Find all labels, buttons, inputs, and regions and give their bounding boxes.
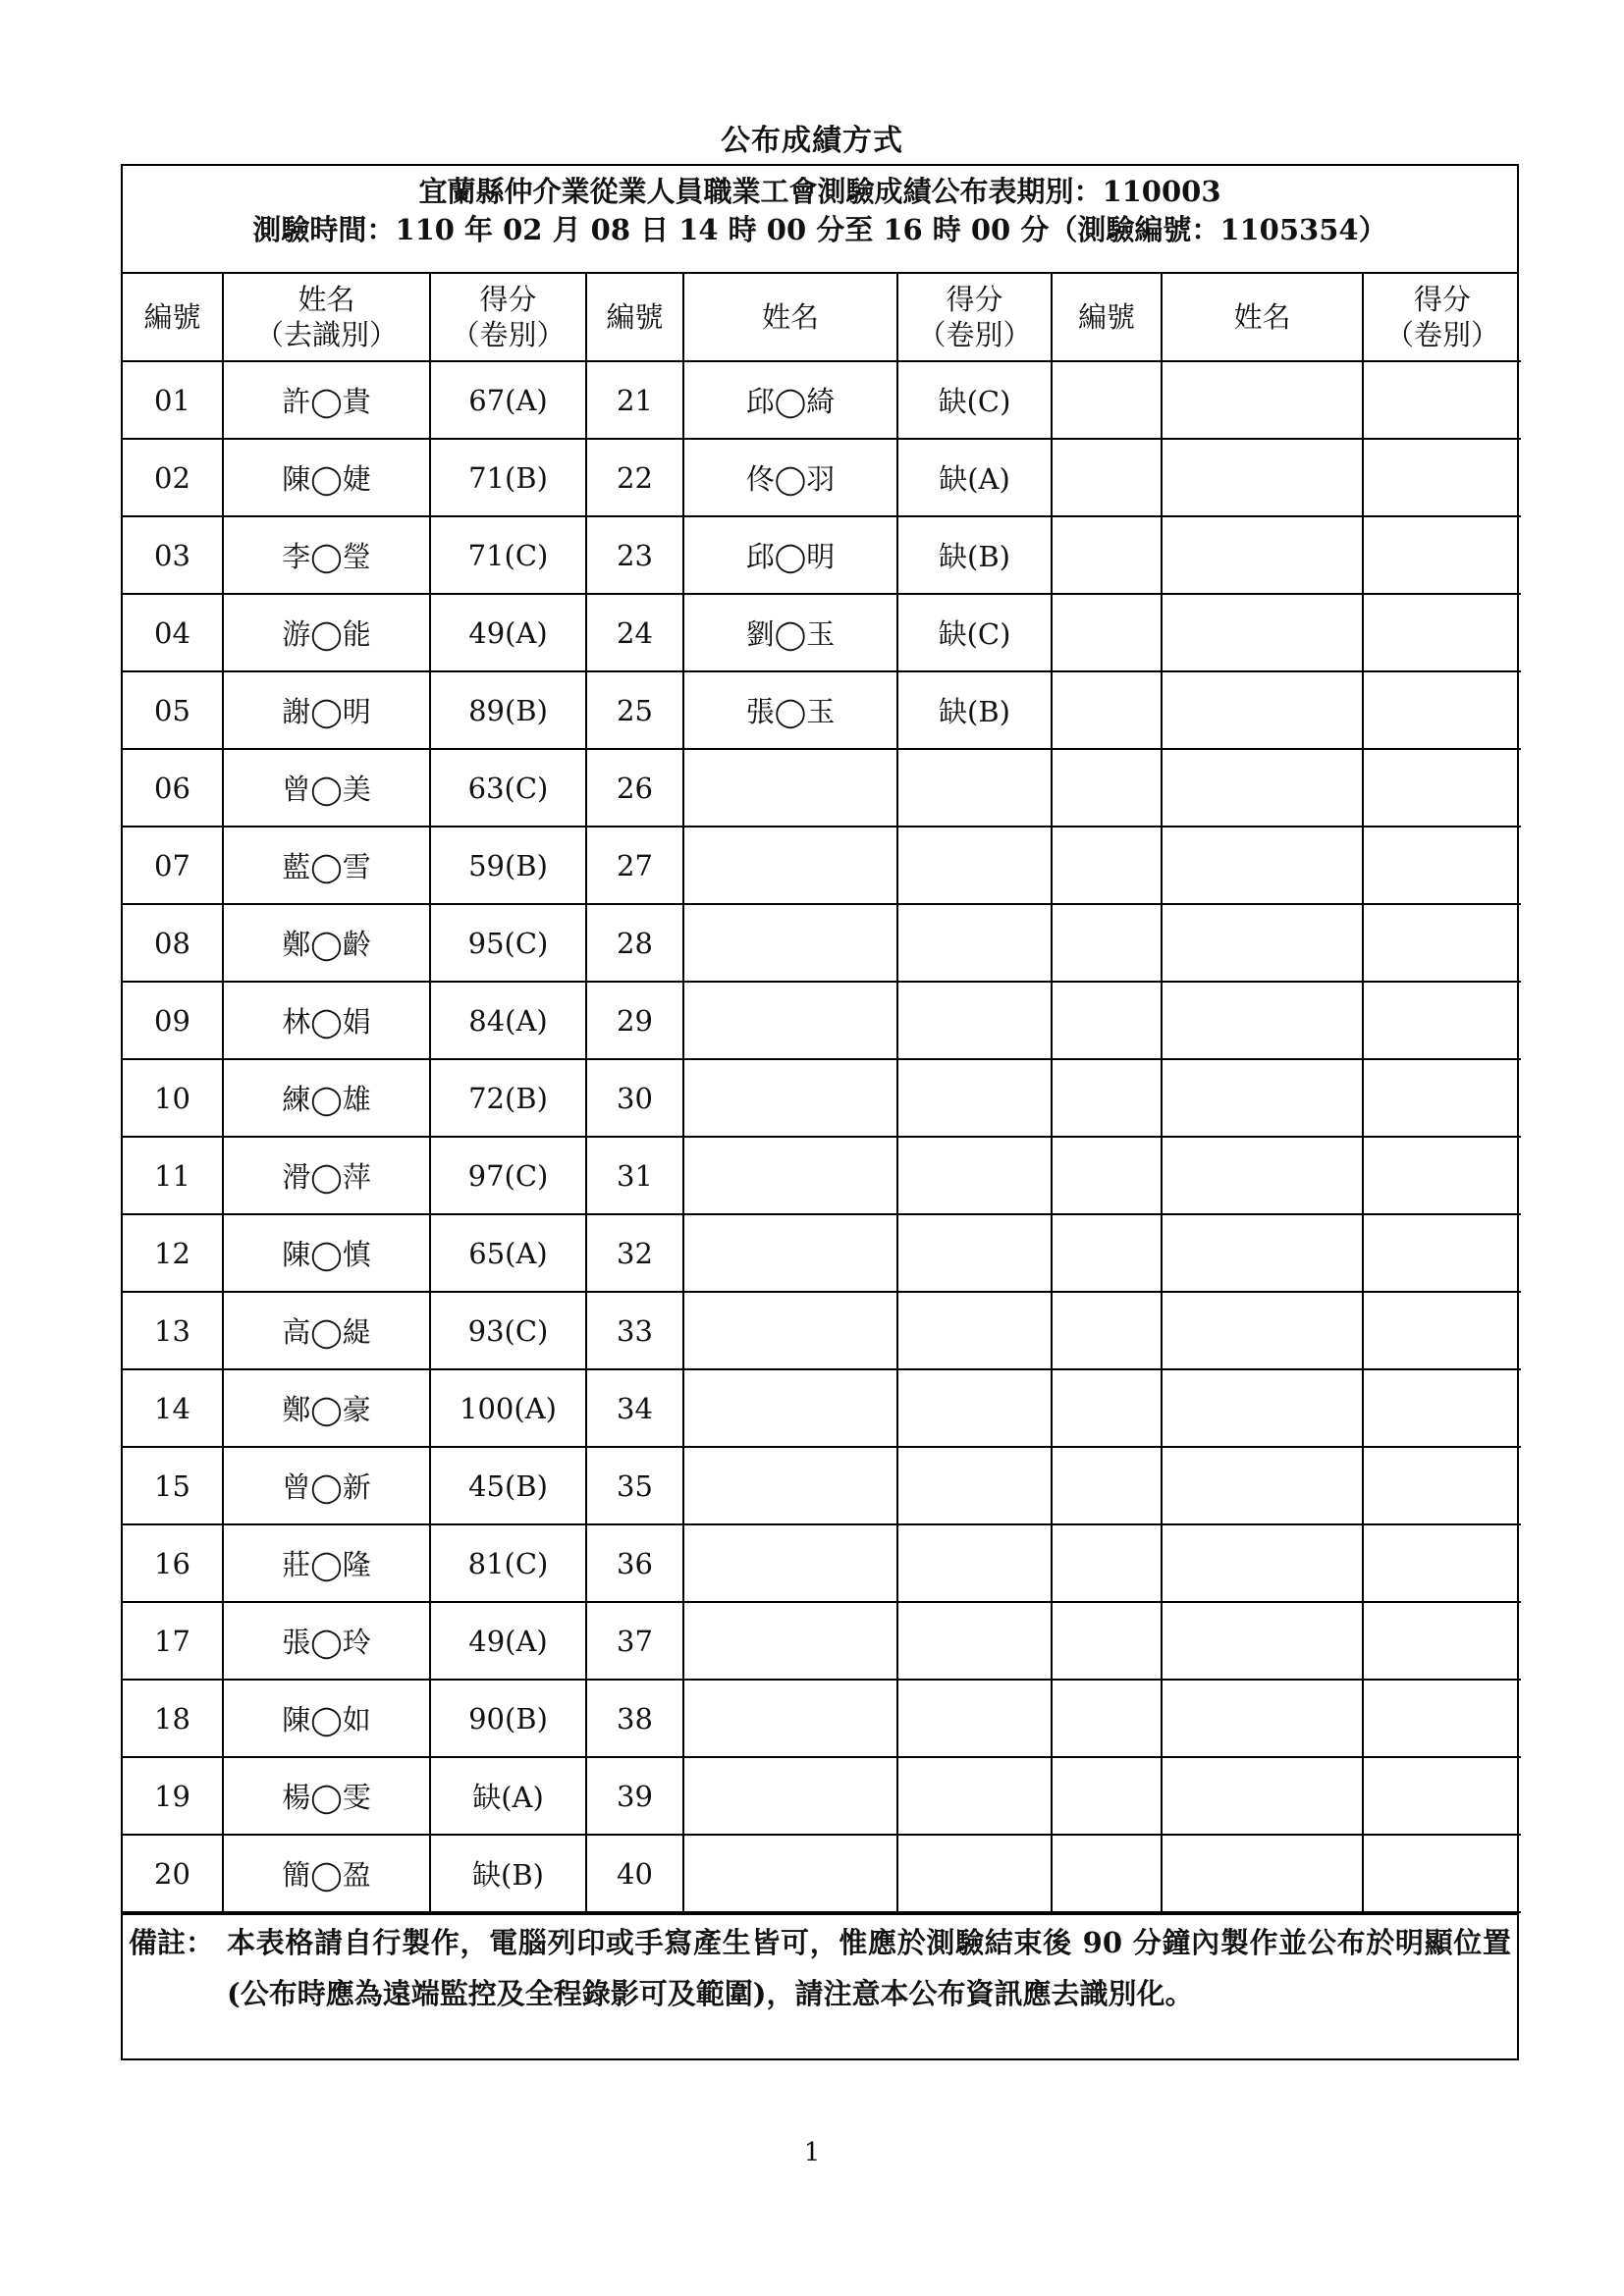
- table-cell: 林◯娟: [223, 982, 430, 1059]
- table-cell: [1162, 594, 1363, 671]
- table-cell: [897, 1292, 1052, 1369]
- column-header: [223, 274, 430, 361]
- table-cell: 陳◯如: [223, 1680, 430, 1757]
- table-cell: 71(B): [430, 439, 586, 516]
- table-cell: 張◯玲: [223, 1602, 430, 1680]
- table-cell: [897, 1137, 1052, 1214]
- table-cell: [1162, 1524, 1363, 1602]
- table-cell: [1162, 1757, 1363, 1835]
- table-cell: [1363, 904, 1521, 982]
- table-cell: 59(B): [430, 827, 586, 904]
- table-cell: [1363, 594, 1521, 671]
- table-row: [123, 439, 1521, 516]
- table-cell: [1363, 361, 1521, 439]
- table-cell: 35: [586, 1447, 683, 1524]
- table-cell: [683, 982, 897, 1059]
- table-cell: [1162, 361, 1363, 439]
- table-row: [123, 1447, 1521, 1524]
- column-header-label: 姓名: [1233, 300, 1291, 334]
- table-cell: 72(B): [430, 1059, 586, 1137]
- table-cell: 25: [586, 671, 683, 749]
- table-row: [123, 1214, 1521, 1292]
- table-cell: 30: [586, 1059, 683, 1137]
- table-cell: 23: [586, 516, 683, 594]
- column-header: [586, 274, 683, 361]
- table-cell: [1052, 749, 1162, 827]
- table-cell: [1162, 1059, 1363, 1137]
- table-cell: 11: [123, 1137, 223, 1214]
- table-cell: 100(A): [430, 1369, 586, 1447]
- table-cell: [1363, 516, 1521, 594]
- table-cell: [1052, 1369, 1162, 1447]
- table-cell: [897, 1680, 1052, 1757]
- table-cell: 09: [123, 982, 223, 1059]
- column-header: [1162, 274, 1363, 361]
- table-cell: [1162, 516, 1363, 594]
- table-cell: [1363, 1214, 1521, 1292]
- table-cell: 39: [586, 1757, 683, 1835]
- table-cell: 佟◯羽: [683, 439, 897, 516]
- table-cell: 陳◯婕: [223, 439, 430, 516]
- table-cell: 24: [586, 594, 683, 671]
- table-cell: 張◯玉: [683, 671, 897, 749]
- table-row: [123, 1602, 1521, 1680]
- table-cell: [683, 1524, 897, 1602]
- remarks-text: 本表格請自行製作，電腦列印或手寫產生皆可，惟應於測驗結束後 90 分鐘內製作並公布於明顯位置(公布時應為遠端監控及全程錄影可及範圍)，請注意本公布資訊應去識別化。: [227, 1926, 1511, 2010]
- table-cell: 05: [123, 671, 223, 749]
- table-cell: [1052, 1680, 1162, 1757]
- column-header: [683, 274, 897, 361]
- table-cell: [1052, 516, 1162, 594]
- table-cell: 16: [123, 1524, 223, 1602]
- table-cell: [1162, 1602, 1363, 1680]
- table-cell: [1052, 439, 1162, 516]
- table-row: [123, 904, 1521, 982]
- column-header-label: 得分: [479, 283, 537, 316]
- table-cell: [683, 1214, 897, 1292]
- table-cell: 84(A): [430, 982, 586, 1059]
- table-cell: [897, 1059, 1052, 1137]
- table-cell: [1162, 904, 1363, 982]
- table-cell: 邱◯綺: [683, 361, 897, 439]
- table-cell: [1162, 1137, 1363, 1214]
- table-cell: [897, 749, 1052, 827]
- table-cell: 45(B): [430, 1447, 586, 1524]
- table-cell: [1363, 1524, 1521, 1602]
- table-cell: 03: [123, 516, 223, 594]
- table-cell: [1162, 1680, 1363, 1757]
- table-cell: [1162, 1447, 1363, 1524]
- table-cell: [1052, 1059, 1162, 1137]
- table-cell: 莊◯隆: [223, 1524, 430, 1602]
- table-cell: [683, 1757, 897, 1835]
- table-cell: [1162, 827, 1363, 904]
- table-cell: 01: [123, 361, 223, 439]
- table-cell: [1052, 1602, 1162, 1680]
- table-cell: [897, 1524, 1052, 1602]
- table-cell: [1363, 1757, 1521, 1835]
- table-cell: 鄭◯齡: [223, 904, 430, 982]
- column-header: [430, 274, 586, 361]
- table-cell: 28: [586, 904, 683, 982]
- column-header: [1363, 274, 1521, 361]
- table-cell: 練◯雄: [223, 1059, 430, 1137]
- table-cell: [1363, 1292, 1521, 1369]
- table-cell: 15: [123, 1447, 223, 1524]
- exam-time: 測驗時間：110 年 02 月 08 日 14 時 00 分至 16 時 00 分（測驗編號：1105354）: [252, 213, 1387, 246]
- column-header: [123, 274, 223, 361]
- table-header-row: [123, 274, 1521, 361]
- table-cell: [897, 827, 1052, 904]
- table-cell: 90(B): [430, 1680, 586, 1757]
- table-cell: [1363, 1137, 1521, 1214]
- table-cell: 31: [586, 1137, 683, 1214]
- table-cell: [1363, 1059, 1521, 1137]
- table-cell: 10: [123, 1059, 223, 1137]
- table-cell: [1162, 982, 1363, 1059]
- table-cell: [1363, 1447, 1521, 1524]
- table-row: [123, 1524, 1521, 1602]
- table-cell: 36: [586, 1524, 683, 1602]
- table-cell: [897, 1214, 1052, 1292]
- table-cell: 29: [586, 982, 683, 1059]
- score-table: [123, 274, 1521, 1913]
- table-cell: 高◯緹: [223, 1292, 430, 1369]
- page-number: 1: [803, 2138, 821, 2167]
- table-cell: 49(A): [430, 1602, 586, 1680]
- table-cell: 缺(C): [897, 594, 1052, 671]
- table-cell: 07: [123, 827, 223, 904]
- table-cell: 曾◯新: [223, 1447, 430, 1524]
- table-cell: [1052, 594, 1162, 671]
- table-cell: [683, 1292, 897, 1369]
- table-cell: 26: [586, 749, 683, 827]
- table-cell: [683, 1137, 897, 1214]
- table-cell: [897, 904, 1052, 982]
- table-cell: [1052, 1524, 1162, 1602]
- table-cell: 65(A): [430, 1214, 586, 1292]
- table-cell: 81(C): [430, 1524, 586, 1602]
- table-cell: 17: [123, 1602, 223, 1680]
- table-cell: [1162, 1214, 1363, 1292]
- table-cell: [1363, 827, 1521, 904]
- table-row: [123, 1059, 1521, 1137]
- table-cell: 簡◯盈: [223, 1835, 430, 1912]
- table-cell: 謝◯明: [223, 671, 430, 749]
- table-cell: [1363, 1680, 1521, 1757]
- table-cell: [1162, 671, 1363, 749]
- table-cell: 缺(A): [430, 1757, 586, 1835]
- table-cell: [1363, 671, 1521, 749]
- table-cell: 63(C): [430, 749, 586, 827]
- table-cell: 37: [586, 1602, 683, 1680]
- page-title: 公布成績方式: [721, 124, 903, 158]
- column-header-label: 姓名: [298, 283, 355, 316]
- table-cell: 06: [123, 749, 223, 827]
- table-cell: [1052, 1214, 1162, 1292]
- table-cell: [897, 982, 1052, 1059]
- table-cell: 32: [586, 1214, 683, 1292]
- table-cell: [1363, 749, 1521, 827]
- table-cell: 曾◯美: [223, 749, 430, 827]
- column-header-sublabel: （去識別）: [254, 318, 398, 351]
- table-cell: 19: [123, 1757, 223, 1835]
- table-cell: [1052, 1292, 1162, 1369]
- table-row: [123, 594, 1521, 671]
- table-cell: [1162, 439, 1363, 516]
- table-cell: 邱◯明: [683, 516, 897, 594]
- sheet-header: [123, 166, 1517, 274]
- table-cell: 04: [123, 594, 223, 671]
- table-cell: 楊◯雯: [223, 1757, 430, 1835]
- column-header: [1052, 274, 1162, 361]
- table-cell: 劉◯玉: [683, 594, 897, 671]
- table-cell: [683, 1835, 897, 1912]
- table-cell: 71(C): [430, 516, 586, 594]
- table-cell: [1052, 904, 1162, 982]
- table-row: [123, 1369, 1521, 1447]
- table-cell: [683, 1680, 897, 1757]
- table-cell: [1363, 1602, 1521, 1680]
- table-cell: 34: [586, 1369, 683, 1447]
- table-cell: [683, 1602, 897, 1680]
- table-cell: 許◯貴: [223, 361, 430, 439]
- table-row: [123, 1835, 1521, 1912]
- table-cell: 21: [586, 361, 683, 439]
- table-cell: 鄭◯豪: [223, 1369, 430, 1447]
- table-cell: 缺(C): [897, 361, 1052, 439]
- table-cell: 33: [586, 1292, 683, 1369]
- table-cell: 08: [123, 904, 223, 982]
- table-cell: 27: [586, 827, 683, 904]
- table-cell: 93(C): [430, 1292, 586, 1369]
- table-cell: [897, 1369, 1052, 1447]
- table-cell: [683, 1369, 897, 1447]
- column-header-label: 編號: [606, 300, 664, 334]
- table-cell: [683, 827, 897, 904]
- column-header-label: 姓名: [761, 300, 819, 334]
- table-row: [123, 827, 1521, 904]
- table-row: [123, 749, 1521, 827]
- table-cell: [1363, 439, 1521, 516]
- column-header-label: 得分: [1413, 283, 1471, 316]
- table-cell: [1052, 671, 1162, 749]
- table-cell: [1363, 982, 1521, 1059]
- table-cell: 12: [123, 1214, 223, 1292]
- score-sheet: [121, 164, 1519, 2060]
- table-cell: [683, 1447, 897, 1524]
- table-cell: [1052, 1447, 1162, 1524]
- table-row: [123, 1680, 1521, 1757]
- table-cell: 游◯能: [223, 594, 430, 671]
- table-cell: 李◯瑩: [223, 516, 430, 594]
- table-cell: 缺(B): [897, 671, 1052, 749]
- table-cell: [683, 1059, 897, 1137]
- table-cell: 18: [123, 1680, 223, 1757]
- table-cell: 缺(B): [430, 1835, 586, 1912]
- column-header-label: 得分: [946, 283, 1003, 316]
- table-cell: 02: [123, 439, 223, 516]
- table-cell: 97(C): [430, 1137, 586, 1214]
- table-cell: [1162, 1835, 1363, 1912]
- table-row: [123, 516, 1521, 594]
- table-cell: [1052, 1137, 1162, 1214]
- table-row: [123, 1292, 1521, 1369]
- sheet-title: 宜蘭縣仲介業從業人員職業工會測驗成績公布表期別：110003: [418, 175, 1221, 208]
- table-cell: [1052, 982, 1162, 1059]
- table-cell: 13: [123, 1292, 223, 1369]
- remarks-label: 備註：: [129, 1926, 215, 1959]
- table-cell: 22: [586, 439, 683, 516]
- table-cell: [1162, 1292, 1363, 1369]
- table-cell: 38: [586, 1680, 683, 1757]
- table-cell: 49(A): [430, 594, 586, 671]
- remarks: [123, 1913, 1517, 2019]
- column-header-sublabel: （卷別）: [1384, 318, 1499, 351]
- table-cell: 95(C): [430, 904, 586, 982]
- table-cell: [683, 749, 897, 827]
- table-cell: 40: [586, 1835, 683, 1912]
- table-cell: [1363, 1369, 1521, 1447]
- table-cell: 缺(B): [897, 516, 1052, 594]
- table-cell: 14: [123, 1369, 223, 1447]
- table-cell: [897, 1602, 1052, 1680]
- table-cell: [897, 1757, 1052, 1835]
- table-cell: [1052, 361, 1162, 439]
- table-cell: 滑◯萍: [223, 1137, 430, 1214]
- table-cell: [683, 904, 897, 982]
- table-cell: 20: [123, 1835, 223, 1912]
- table-cell: [1363, 1835, 1521, 1912]
- table-row: [123, 1137, 1521, 1214]
- table-cell: [1052, 1835, 1162, 1912]
- table-row: [123, 982, 1521, 1059]
- table-cell: [1162, 1369, 1363, 1447]
- column-header: [897, 274, 1052, 361]
- table-cell: [897, 1835, 1052, 1912]
- table-cell: [897, 1447, 1052, 1524]
- table-cell: 67(A): [430, 361, 586, 439]
- table-cell: 陳◯慎: [223, 1214, 430, 1292]
- column-header-label: 編號: [1077, 300, 1135, 334]
- table-cell: 89(B): [430, 671, 586, 749]
- column-header-label: 編號: [143, 300, 201, 334]
- column-header-sublabel: （卷別）: [451, 318, 566, 351]
- table-cell: [1162, 749, 1363, 827]
- column-header-sublabel: （卷別）: [917, 318, 1032, 351]
- table-cell: [1052, 1757, 1162, 1835]
- table-cell: [1052, 827, 1162, 904]
- table-row: [123, 671, 1521, 749]
- table-cell: 藍◯雪: [223, 827, 430, 904]
- table-row: [123, 361, 1521, 439]
- table-cell: 缺(A): [897, 439, 1052, 516]
- table-row: [123, 1757, 1521, 1835]
